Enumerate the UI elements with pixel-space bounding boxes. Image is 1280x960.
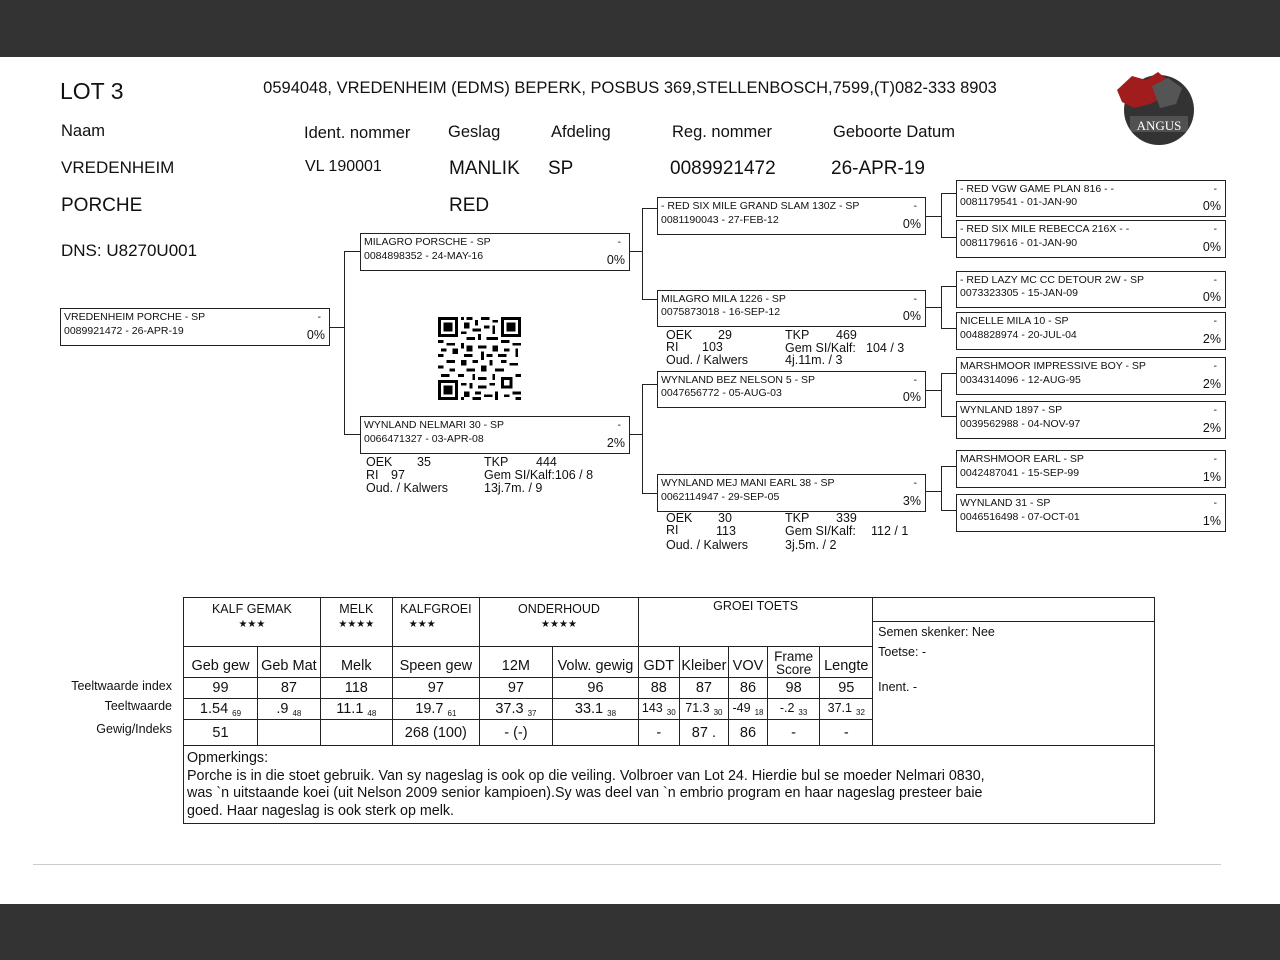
row-label-teeltwaarde: Teeltwaarde — [104, 699, 172, 713]
connector — [941, 286, 942, 329]
gewig-cell: - — [767, 720, 820, 746]
toetse: Toetse: - — [878, 645, 927, 659]
col-volw-gewig: Volw. gewig — [552, 647, 638, 678]
pedigree-ggp-5: MARSHMOOR IMPRESSIVE BOY - SP - 0034314096 - 12-AUG-95 2% — [956, 357, 1226, 395]
connector — [925, 216, 942, 217]
gewig-cell: - — [820, 720, 873, 746]
animal-geslag: MANLIK — [449, 158, 520, 179]
connector — [941, 237, 956, 238]
semen-skenker: Semen skenker: Nee — [878, 625, 995, 639]
gewig-cell — [257, 720, 320, 746]
pedigree-sire-sire: - RED SIX MILE GRAND SLAM 130Z - SP - 0081190043 - 27-FEB-12 0% — [657, 197, 926, 235]
col-gdt: GDT — [639, 647, 680, 678]
connector — [941, 373, 956, 374]
pedigree-dam: WYNLAND NELMARI 30 - SP - 0066471327 - 03-APR-08 2% — [360, 416, 630, 454]
dns-code: DNS: U8270U001 — [61, 241, 198, 260]
col-speen-gew: Speen gew — [392, 647, 479, 678]
index-cell: 87 — [679, 678, 729, 699]
connector — [941, 286, 956, 287]
label-reg: Reg. nommer — [672, 123, 772, 141]
col-lengte: Lengte — [820, 647, 873, 678]
animal-ident: VL 190001 — [305, 158, 382, 175]
label-ident: Ident. nommer — [304, 124, 411, 142]
col-frame-score: Frame Score — [767, 647, 820, 678]
gewig-cell — [320, 720, 392, 746]
pedigree-ggp-8: WYNLAND 31 - SP - 0046516498 - 07-OCT-01 1% — [956, 494, 1226, 532]
connector — [925, 307, 942, 308]
pedigree-sire: MILAGRO PORSCHE - SP - 0084898352 - 24-MAY-16 0% — [360, 233, 630, 271]
connector — [642, 208, 643, 300]
pedigree-ggp-2: - RED SIX MILE REBECCA 216X - - - 0081179616 - 01-JAN-90 0% — [956, 220, 1226, 258]
sire-dam-stats: OEK 29 RI 103 Oud. / Kalwers TKP 469 Gem SI/Kalf: 104 / 3 4j.11m. / 3 — [666, 328, 905, 367]
opmerkings-label: Opmerkings: — [187, 750, 269, 766]
teeltwaarde-cell: -49 $_{18}$ — [729, 699, 768, 720]
label-geslag: Geslag — [448, 123, 501, 141]
gewig-cell: 87 . — [679, 720, 729, 746]
col-kleiber: Kleiber — [679, 647, 729, 678]
animal-afdeling: SP — [548, 158, 574, 179]
pedigree-ggp-1: - RED VGW GAME PLAN 816 - - - 0081179541 - 01-JAN-90 0% — [956, 180, 1226, 217]
angus-logo-text: ANGUS — [1136, 118, 1182, 133]
connector — [941, 510, 956, 511]
pedigree-dam-dam: WYNLAND MEJ MANI EARL 38 - SP - 0062114947 - 29-SEP-05 3% — [657, 474, 926, 512]
connector — [642, 299, 657, 300]
qr-code — [436, 317, 523, 400]
teeltwaarde-cell: .9 $_{48}$ — [257, 699, 320, 720]
stars: ★★★ — [408, 619, 436, 630]
pedigree-sire-dam: MILAGRO MILA 1226 - SP - 0075873018 - 16-SEP-12 0% — [657, 290, 926, 327]
pedigree-name: VREDENHEIM PORCHE - SP — [64, 311, 206, 323]
top-bar — [0, 0, 1280, 57]
group-onderhoud: ONDERHOUD ★★★★ — [479, 598, 638, 647]
label-geboorte: Geboorte Datum — [833, 123, 955, 141]
index-cell: 97 — [479, 678, 552, 699]
teeltwaarde-cell: 19.7 $_{61}$ — [392, 699, 479, 720]
connector — [941, 416, 956, 417]
col-geb-gew: Geb gew — [184, 647, 258, 678]
gewig-cell: 268 (100) — [392, 720, 479, 746]
animal-geboorte: 26-APR-19 — [831, 158, 925, 179]
pedigree-reg: 0089921472 - 26-APR-19 — [64, 325, 184, 337]
col-12m: 12M — [479, 647, 552, 678]
pedigree-ggp-4: NICELLE MILA 10 - SP - 0048828974 - 20-JUL-04 2% — [956, 312, 1226, 350]
connector — [925, 491, 942, 492]
animal-name-1: VREDENHEIM — [61, 158, 175, 177]
col-geb-mat: Geb Mat — [257, 647, 320, 678]
gewig-cell — [552, 720, 638, 746]
connector — [941, 193, 956, 194]
connector — [941, 328, 956, 329]
stars: ★★★★ — [338, 619, 375, 630]
footer-rule — [33, 864, 1221, 865]
connector — [329, 327, 345, 328]
gewig-cell: - — [639, 720, 680, 746]
index-cell: 87 — [257, 678, 320, 699]
inent: Inent. - — [878, 680, 918, 694]
index-cell: 95 — [820, 678, 873, 699]
index-cell: 98 — [767, 678, 820, 699]
angus-logo — [1112, 68, 1198, 148]
index-cell: 97 — [392, 678, 479, 699]
group-kalfgroei: KALFGROEI ★★★ — [392, 598, 479, 647]
dam-dam-stats: OEK 30 RI 113 Oud. / Kalwers TKP 339 Gem SI/Kalf: 112 / 1 3j.5m. / 2 — [666, 511, 909, 552]
pedigree-self: VREDENHEIM PORCHE - SP - 0089921472 - 26-APR-19 0% — [60, 308, 330, 346]
pedigree-pct: 0% — [306, 328, 325, 342]
stars: ★★★★ — [541, 619, 577, 630]
opmerkings — [187, 750, 1007, 820]
animal-kleur: RED — [449, 195, 490, 216]
teeltwaarde-cell: 37.3 $_{37}$ — [479, 699, 552, 720]
opmerkings-text: Porche is in die stoet gebruik. Van sy nageslag is ook op die veiling. Volbroer van Lot 24. Hierdie bul se moeder Nelmari 0830, was `n uitstaande koei (uit Nelson 2009 senior kampioen).Sy was deel van `n embrio program en haar nageslag presteer baie goed. Haar nageslag is ook sterk op melk. — [187, 767, 985, 819]
teeltwaarde-cell: 37.1 $_{32}$ — [820, 699, 873, 720]
connector — [925, 390, 942, 391]
gewig-cell: - (-) — [479, 720, 552, 746]
side-info — [873, 598, 1155, 746]
index-cell: 99 — [184, 678, 258, 699]
teeltwaarde-cell: 33.1 $_{38}$ — [552, 699, 638, 720]
row-label-index: Teeltwaarde index — [71, 679, 172, 693]
index-cell: 118 — [320, 678, 392, 699]
connector — [941, 373, 942, 417]
connector — [642, 384, 643, 494]
group-melk: MELK ★★★★ — [320, 598, 392, 647]
connector — [941, 466, 942, 511]
connector — [941, 466, 956, 467]
group-groei-toets: GROEI TOETS — [639, 598, 873, 647]
connector — [629, 434, 643, 435]
teeltwaarde-cell: 143 $_{30}$ — [639, 699, 680, 720]
lot-number: LOT 3 — [60, 78, 124, 104]
connector — [344, 251, 360, 252]
col-vov: VOV — [729, 647, 768, 678]
connector — [642, 384, 657, 385]
gewig-cell: 86 — [729, 720, 768, 746]
teeltwaarde-cell: 71.3 $_{30}$ — [679, 699, 729, 720]
label-naam: Naam — [61, 122, 106, 140]
teeltwaarde-cell: 1.54 $_{69}$ — [184, 699, 258, 720]
group-kalf-gemak: KALF GEMAK ★★★ — [184, 598, 321, 647]
index-cell: 86 — [729, 678, 768, 699]
pedigree-ggp-7: MARSHMOOR EARL - SP - 0042487041 - 15-SEP-99 1% — [956, 450, 1226, 488]
animal-name-2: PORCHE — [61, 195, 143, 216]
col-melk: Melk — [320, 647, 392, 678]
pedigree-dam-sire: WYNLAND BEZ NELSON 5 - SP - 0047656772 - 05-AUG-03 0% — [657, 371, 926, 408]
index-cell: 96 — [552, 678, 638, 699]
teeltwaarde-cell: 11.1 $_{48}$ — [320, 699, 392, 720]
row-label-gewig: Gewig/Indeks — [96, 722, 172, 736]
stars: ★★★ — [238, 619, 266, 630]
connector — [642, 493, 657, 494]
dam-stats: OEK 35 RI 97 Oud. / Kalwers TKP 444 Gem SI/Kalf:106 / 8 13j.7m. / 9 — [366, 455, 594, 495]
connector — [642, 208, 657, 209]
connector — [344, 434, 360, 435]
bottom-bar — [0, 904, 1280, 960]
animal-reg: 0089921472 — [670, 158, 776, 179]
connector — [941, 193, 942, 238]
teeltwaarde-cell: -.2 $_{33}$ — [767, 699, 820, 720]
owner-details: 0594048, VREDENHEIM (EDMS) BEPERK, POSBUS 369,STELLENBOSCH,7599,(T)082-333 8903 — [263, 79, 997, 97]
connector — [344, 251, 345, 435]
index-cell: 88 — [639, 678, 680, 699]
pedigree-ggp-3: - RED LAZY MC CC DETOUR 2W - SP - 0073323305 - 15-JAN-09 0% — [956, 271, 1226, 308]
pedigree-ggp-6: WYNLAND 1897 - SP - 0039562988 - 04-NOV-97 2% — [956, 401, 1226, 439]
connector — [629, 251, 643, 252]
label-afdeling: Afdeling — [551, 123, 611, 141]
gewig-cell: 51 — [184, 720, 258, 746]
